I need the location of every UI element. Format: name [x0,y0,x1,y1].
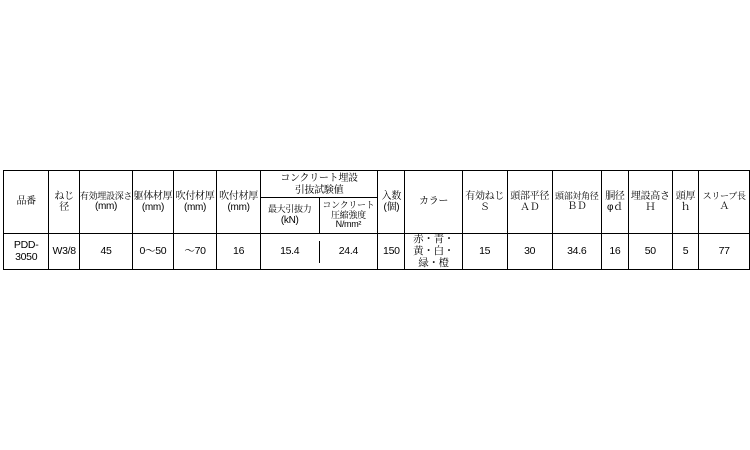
header-line: (kN) [280,214,299,226]
cell-head-flat-dia: 30 [507,234,552,270]
cell-embed-height: 50 [629,234,673,270]
cell-sleeve-length: 77 [699,234,750,270]
header-line: ねじ [54,190,74,202]
header-line: 圧縮強度 [330,209,366,220]
group-header-title [261,171,377,197]
col-header-frame-thickness [133,171,174,234]
cell-max-pullout-force: 15.4 [280,244,300,257]
header-line: 最大引抜力 [267,204,312,215]
cell-effective-embed-depth: 45 [79,234,132,270]
header-line: 胴径 [605,190,625,202]
col-header-color [405,171,462,234]
header-line: 吹付材厚 [175,190,215,202]
spec-table-container [3,170,750,270]
col-header-effective-thread [462,171,507,234]
col-header-pullout-test-group [260,171,377,234]
header-line: Ｈ [645,202,656,213]
cell-color: 赤・青・黄・白・緑・橙 [405,234,462,270]
col-header-head-flat-dia [507,171,552,234]
col-header-spray-thickness-2 [217,171,261,234]
header-line: スリーブ長 [702,191,746,202]
cell-concrete-strength: 24.4 [319,241,378,263]
spec-table [3,170,750,270]
cell-effective-thread: 15 [462,234,507,270]
header-line: φｄ [607,202,623,213]
cell-pullout-test-group [260,234,377,270]
header-line: コンクリート [322,199,375,210]
col-header-head-diagonal-dia [552,171,601,234]
header-line: (mm) [227,202,250,213]
header-line: 有効ねじ [465,190,505,202]
header-line: 頭部対角径 [555,191,599,202]
header-line: 埋設高さ [630,190,670,202]
table-body [4,234,750,270]
cell-spray-thickness-2: 16 [217,234,261,270]
header-line: 躯体材厚 [133,190,173,202]
header-line: 有効埋設深さ [79,191,133,202]
header-line: 頭厚 [675,190,696,202]
header-line: Ａ [719,201,730,213]
cell-head-thickness: 5 [672,234,699,270]
header-line: (mm) [94,201,118,213]
col-header-sleeve-length [699,171,750,234]
header-line: (個) [383,202,400,213]
col-header-body-dia [601,171,628,234]
col-header-quantity [378,171,405,234]
group-title-line: コンクリート埋設 [280,173,358,184]
col-header-head-thickness [672,171,699,234]
header-line: (mm) [183,202,207,213]
table-header [4,171,750,234]
col-header-concrete-strength [319,198,378,233]
header-line: ｈ [680,202,691,213]
col-header-max-pullout-force [261,198,319,233]
header-line: 径 [59,202,69,213]
header-line: (mm) [141,202,164,213]
col-header-effective-embed-depth [79,171,132,234]
header-row [4,171,750,234]
header-line: ＢＤ [567,201,587,213]
header-line: N/mm² [335,219,362,230]
cell-hinban: PDD-3050 [4,234,49,270]
col-header-spray-thickness-1 [173,171,217,234]
table-row [4,234,750,270]
cell-quantity: 150 [378,234,405,270]
col-header-embed-height [629,171,673,234]
header-line: ＡＤ [519,202,540,213]
col-header-hinban [4,171,49,234]
header-line: 頭部平径 [510,190,550,202]
header-line: 入数 [381,190,402,202]
cell-spray-thickness-1: 〜70 [173,234,217,270]
group-title-line: 引抜試験値 [294,184,344,196]
header-line: カラー [419,196,449,208]
cell-neji: W3/8 [49,234,80,270]
col-header-neji [49,171,80,234]
header-line: 品番 [16,196,36,208]
cell-head-diagonal-dia: 34.6 [552,234,601,270]
header-line: Ｓ [479,202,490,213]
cell-body-dia: 16 [601,234,628,270]
cell-frame-thickness: 0〜50 [133,234,174,270]
header-line: 吹付材厚 [219,190,258,202]
